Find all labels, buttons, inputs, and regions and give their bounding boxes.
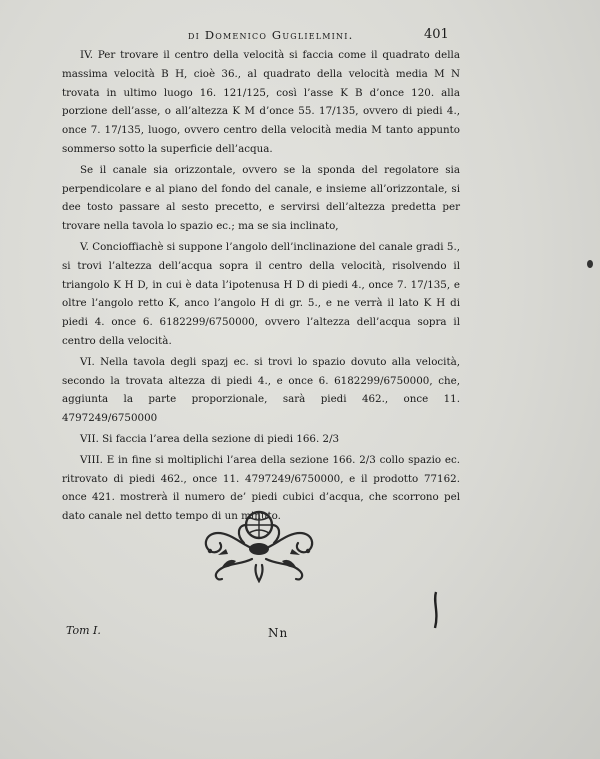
page-number: 401	[424, 27, 449, 42]
paragraph-vii: VII. Si faccia l’area della sezione di piedi 166. 2/3	[80, 432, 340, 445]
signature-mark: Nn	[268, 626, 289, 640]
paragraph-vi: VI. Nella tavola degli spazj ec. si trovi lo spazio dovuto alla velocità, secondo la trovata altezza di piedi 4., e once 6. 6182299/6750000, che, aggiunta la parte proporzionale, sarà piedi 462., once 11. 4797249/6750000	[62, 355, 460, 425]
running-title: di Domenico Guglielmini.	[188, 28, 354, 42]
volume-label: Tom I.	[66, 624, 101, 637]
printer-ornament-icon	[196, 503, 322, 583]
body-text	[62, 46, 460, 526]
paragraph-viii: VIII. E in fine si moltiplichi l’area della sezione 166. 2/3 collo spazio ec. ritrovato di piedi 462., once 11. 4797249/6750000, e il prodotto 77162. once 421. mostrerà il numero de’ piedi cubici d’acqua, che scorrono pel dato canale nel detto tempo di un minuto.	[62, 453, 460, 523]
ink-speck-icon	[585, 258, 595, 270]
paragraph-v: V. Concioffiachè si suppone l’angolo dell’inclinazione del canale gradi 5., si trovi l’altezza dell’acqua sopra il centro della velocità, risolvendo il triangolo K H D, in cui è data l’ipotenusa H D di piedi 4., once 7. 17/135, e oltre l’angolo retto K, anco l’angolo H di gr. 5., e ne verrà il lato K H di piedi 4. once 6. 6182299/6750000, ovvero l’altezza dell’acqua sopra il centro della velocità.	[62, 240, 460, 347]
running-header	[0, 28, 600, 48]
paragraph-iv: IV. Per trovare il centro della velocità si faccia come il quadrato della massima velocità B H, cioè 36., al quadrato della velocità media M N trovata in ultimo luogo 16. 121/125, così l’asse K B d’once 120. alla porzione dell’asse, o all’altezza K M d’once 55. 17/135, ovvero di piedi 4., once 7. 17/135, luogo, ovvero centro della velocità media M tanto appunto sommerso sotto la superficie dell’acqua.	[62, 49, 460, 155]
ink-stroke-icon	[430, 590, 442, 630]
paragraph-horizontal-canal: Se il canale sia orizzontale, ovvero se la sponda del regolatore sia perpendicolare e al piano del fondo del canale, e insieme all’orizzontale, si dee tosto passare al sesto precetto, e servirsi dell’altezza predetta per trovare nella tavola lo spazio ec.; ma se sia inclinato,	[62, 163, 460, 233]
